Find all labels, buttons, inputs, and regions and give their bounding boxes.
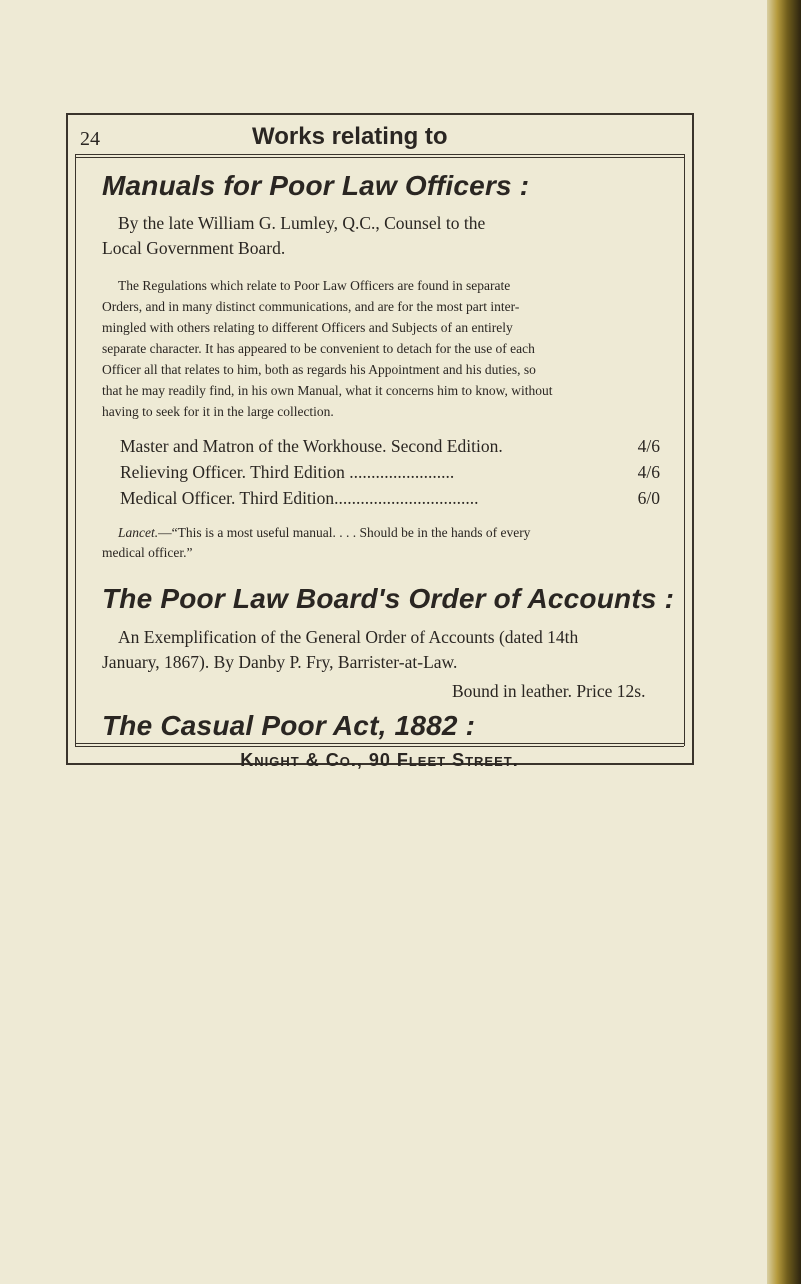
rule (75, 157, 684, 158)
description-line: having to seek for it in the large collection. (102, 404, 334, 419)
rule (75, 154, 684, 155)
review-text: medical officer.” (102, 545, 193, 560)
item-title: Relieving Officer. Third Edition ........................ (120, 462, 455, 482)
description-line: that he may readily find, in his own Manual, what it concerns him to know, without (102, 383, 553, 398)
section-title: Manuals for Poor Law Officers : (102, 170, 530, 201)
price-line: Bound in leather. Price 12s. (452, 681, 646, 701)
item-title: Medical Officer. Third Edition................................. (120, 488, 479, 508)
item-price: 4/6 (637, 462, 660, 482)
description-line: separate character. It has appeared to be convenient to detach for the use of each (102, 341, 535, 356)
running-title: Works relating to (252, 123, 448, 150)
rule (75, 746, 684, 747)
description-line: The Regulations which relate to Poor Law Officers are found in separate (118, 278, 511, 293)
author-line: By the late William G. Lumley, Q.C., Counsel to the (118, 213, 486, 233)
section-title: The Poor Law Board's Order of Accounts : (102, 583, 675, 614)
publisher-footer: Knight & Co., 90 Fleet Street. (240, 750, 519, 770)
description-line: mingled with others relating to different Officers and Subjects of an entirely (102, 320, 513, 335)
item-row (120, 488, 660, 510)
review (118, 525, 530, 541)
page-number: 24 (80, 128, 100, 150)
author-line: Local Government Board. (102, 238, 286, 258)
item-price: 4/6 (637, 436, 660, 456)
item-row (120, 436, 660, 458)
review-source: Lancet. (118, 525, 159, 540)
item-title: Master and Matron of the Workhouse. Second Edition. (120, 436, 503, 456)
item-row (120, 462, 660, 484)
body-line: An Exemplification of the General Order of Accounts (dated 14th (118, 627, 579, 647)
body-line: January, 1867). By Danby P. Fry, Barrister-at-Law. (102, 652, 458, 672)
review-text: —“This is a most useful manual. . . . Should be in the hands of every (158, 525, 531, 540)
page-edge (767, 0, 801, 1284)
rule (75, 743, 684, 744)
inner-border-left (75, 154, 76, 746)
item-price: 6/0 (637, 488, 660, 508)
description-line: Orders, and in many distinct communications, and are for the most part inter- (102, 299, 520, 314)
description-line: Officer all that relates to him, both as regards his Appointment and his duties, so (102, 362, 536, 377)
inner-border-right (684, 154, 685, 746)
section-title: The Casual Poor Act, 1882 : (102, 710, 476, 741)
